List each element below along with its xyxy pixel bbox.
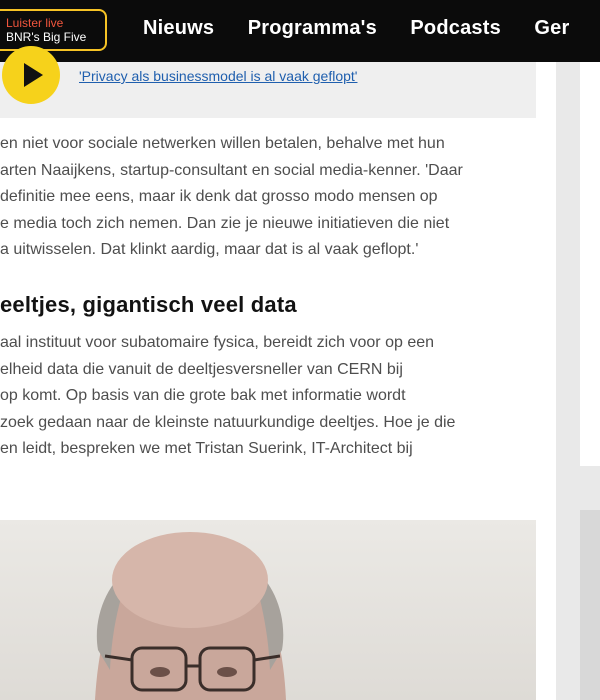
play-button[interactable]: [2, 46, 60, 104]
live-station-label: BNR's Big Five: [6, 30, 87, 44]
sidebar-card: [580, 510, 600, 700]
play-icon: [24, 63, 43, 87]
article-paragraph-1: [0, 131, 540, 264]
audio-player: [0, 62, 536, 118]
paragraph-line: e media toch zich nemen. Dan zie je nieuwe initiatieven die niet: [0, 214, 450, 232]
nav-item-podcasts[interactable]: Podcasts: [410, 17, 501, 39]
article-content: [0, 62, 556, 700]
section-heading: eeltjes, gigantisch veel data: [0, 292, 297, 317]
portrait-image: [0, 520, 536, 700]
nav-item-nieuws[interactable]: Nieuws: [143, 17, 215, 39]
paragraph-line: a uitwisselen. Dat klinkt aardig, maar dat is al vaak geflopt.': [0, 241, 419, 258]
paragraph-line: zoek gedaan naar de kleinste natuurkundige deeltjes. Hoe je die: [0, 413, 456, 431]
listen-live-button[interactable]: [0, 9, 107, 51]
main-nav: [143, 17, 598, 40]
paragraph-line: definitie mee eens, maar ik denk dat grosso modo mensen op: [0, 188, 438, 205]
paragraph-line: en niet voor sociale netwerken willen betalen, behalve met hun: [0, 135, 445, 152]
article-paragraph-2: [0, 330, 540, 463]
paragraph-line: aal instituut voor subatomaire fysica, bereidt zich voor op een: [0, 334, 435, 351]
audio-title-link[interactable]: 'Privacy als businessmodel is al vaak geflopt': [79, 68, 358, 84]
nav-item-truncated[interactable]: Ger: [534, 17, 570, 39]
listen-live-label: Luister live: [6, 16, 64, 30]
nav-item-programmas[interactable]: Programma's: [247, 17, 377, 39]
paragraph-line: elheid data die vanuit de deeltjesversneller van CERN bij: [0, 360, 403, 378]
article-photo: [0, 520, 536, 700]
paragraph-line: op komt. Op basis van die grote bak met informatie wordt: [0, 387, 406, 404]
sidebar-panel: [580, 62, 600, 466]
paragraph-line: en leidt, bespreken we met Tristan Suerink, IT-Architect bij: [0, 440, 413, 457]
top-navigation-bar: [0, 0, 600, 62]
paragraph-line: arten Naaijkens, startup-consultant en social media-kenner. 'Daar: [0, 161, 463, 179]
